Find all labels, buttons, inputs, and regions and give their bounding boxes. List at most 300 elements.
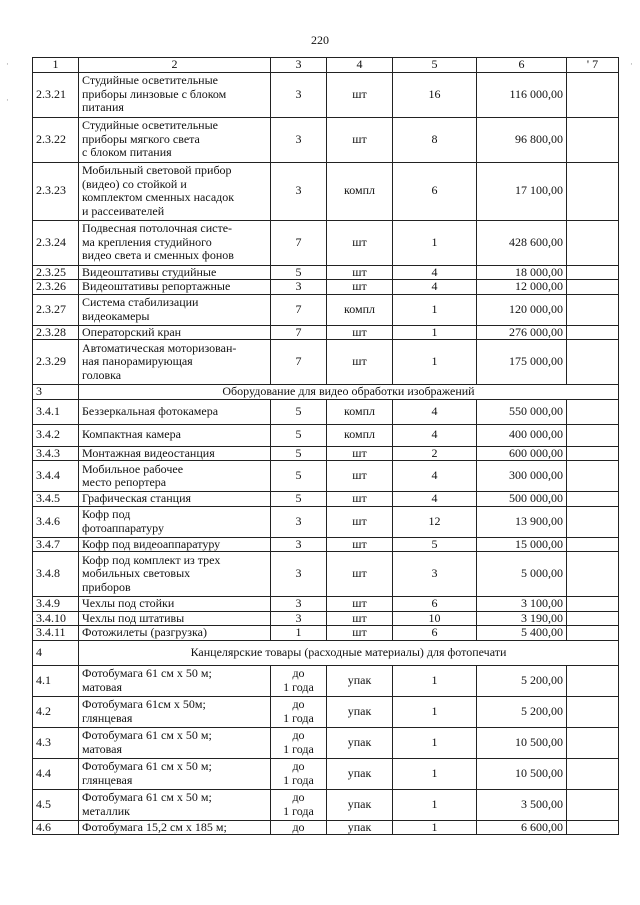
unit <box>327 626 393 641</box>
notes <box>567 325 619 340</box>
item-number <box>33 727 79 758</box>
quantity <box>393 72 477 117</box>
item-name-line: мобильных световых <box>82 566 191 581</box>
item-name-line: Фотожилеты (разгрузка) <box>82 625 207 639</box>
header-row <box>33 58 619 73</box>
item-name-line: матовая <box>82 741 122 756</box>
service-life-line: до <box>292 697 305 711</box>
table-row <box>33 626 619 641</box>
item-name <box>79 789 271 820</box>
item-name-line: Фотобумага 61 см х 50 м; <box>82 666 212 680</box>
unit <box>327 665 393 696</box>
notes <box>567 340 619 385</box>
service-life-line: 7 <box>295 325 302 339</box>
section-title-text: Канцелярские товары (расходные материалы) для фотопечати <box>190 644 507 659</box>
unit-text: упак <box>347 703 372 718</box>
item-number-text: 4.2 <box>36 703 51 718</box>
item-name-line: фотоаппаратуру <box>82 520 164 535</box>
section-title-text: Оборудование для видео обработки изображений <box>222 384 475 398</box>
item-name <box>79 611 271 626</box>
service-life-line: 1 <box>295 625 302 639</box>
quantity-text: 3 <box>431 566 438 581</box>
table-row <box>33 820 619 835</box>
page-number: 220 <box>311 33 329 47</box>
price-text: 12 000,00 <box>515 279 563 293</box>
item-number-text: 2.3.22 <box>36 131 66 146</box>
unit <box>327 117 393 162</box>
item-name <box>79 552 271 597</box>
price <box>477 162 567 220</box>
item-number-text: 3.4.7 <box>36 537 60 551</box>
item-number-text: 4.1 <box>36 672 51 687</box>
item-name-line: Система стабилизации <box>82 295 199 309</box>
table-row <box>33 758 619 789</box>
quantity <box>393 340 477 385</box>
service-life-line: 3 <box>295 183 302 198</box>
service-life-line: до <box>292 728 305 742</box>
item-number <box>33 117 79 162</box>
item-number-text: 3.4.9 <box>36 596 60 610</box>
quantity <box>393 294 477 325</box>
unit <box>327 611 393 626</box>
service-life <box>271 611 327 626</box>
service-life <box>271 820 327 835</box>
item-name-line: матовая <box>82 679 122 694</box>
service-life <box>271 626 327 641</box>
unit <box>327 399 393 424</box>
item-name-line: и рассеивателей <box>82 203 165 218</box>
section-title <box>79 640 619 665</box>
item-name <box>79 117 271 162</box>
price <box>477 537 567 552</box>
price-text: 120 000,00 <box>509 301 563 316</box>
item-number <box>33 72 79 117</box>
item-number-text: 4.3 <box>36 734 51 749</box>
price <box>477 626 567 641</box>
notes <box>567 72 619 117</box>
service-life <box>271 696 327 727</box>
item-name-line: Фотобумага 61см х 50м; <box>82 697 206 711</box>
item-number-text: 2.3.23 <box>36 183 66 198</box>
item-name <box>79 492 271 507</box>
item-number <box>33 492 79 507</box>
notes <box>567 820 619 835</box>
service-life <box>271 325 327 340</box>
item-number <box>33 611 79 626</box>
item-name-line: головка <box>82 367 122 382</box>
price-text: 175 000,00 <box>509 354 563 369</box>
service-life <box>271 72 327 117</box>
price-text: 3 500,00 <box>521 796 563 811</box>
item-number <box>33 220 79 265</box>
notes <box>567 537 619 552</box>
table-row <box>33 280 619 295</box>
equipment-table <box>32 57 619 835</box>
item-number-text: 4.4 <box>36 765 51 780</box>
item-number-text: 3.4.8 <box>36 566 60 581</box>
quantity <box>393 424 477 446</box>
scan-mark: · <box>630 60 633 70</box>
service-life-line: до <box>292 759 305 773</box>
service-life-line: до <box>292 666 305 680</box>
notes <box>567 399 619 424</box>
item-number <box>33 537 79 552</box>
price <box>477 340 567 385</box>
service-life-line: 3 <box>295 611 302 625</box>
unit-text: шт <box>352 537 367 551</box>
unit-text: шт <box>352 446 367 460</box>
unit <box>327 265 393 280</box>
price-text: 276 000,00 <box>509 325 563 339</box>
table-row <box>33 72 619 117</box>
table-row <box>33 220 619 265</box>
item-name-line: Операторский кран <box>82 325 182 339</box>
scan-mark: · <box>6 60 9 70</box>
table-row <box>33 117 619 162</box>
item-number-text: 2.3.21 <box>36 86 66 101</box>
price-text: 6 600,00 <box>521 820 563 834</box>
service-life-line: 7 <box>295 234 302 249</box>
table-row <box>33 727 619 758</box>
item-name-line: Фотобумага 61 см х 50 м; <box>82 759 212 773</box>
service-life-line: 5 <box>295 427 302 442</box>
quantity <box>393 461 477 492</box>
item-number-text: 2.3.28 <box>36 325 66 339</box>
unit-text: шт <box>352 131 367 146</box>
unit-text: шт <box>352 279 367 293</box>
service-life <box>271 506 327 537</box>
price-text: 5 000,00 <box>521 566 563 581</box>
quantity-text: 4 <box>431 491 438 505</box>
item-name <box>79 665 271 696</box>
table-row <box>33 446 619 461</box>
service-life-line: 5 <box>295 403 302 418</box>
service-life-line: 1 года <box>283 710 314 725</box>
price-text: 300 000,00 <box>509 468 563 483</box>
service-life-line: до <box>292 820 305 834</box>
item-name-line: (видео) со стойкой и <box>82 176 187 191</box>
price <box>477 727 567 758</box>
price <box>477 552 567 597</box>
unit-text: шт <box>352 596 367 610</box>
service-life-line: 5 <box>295 468 302 483</box>
service-life-line: 1 года <box>283 741 314 756</box>
notes <box>567 294 619 325</box>
quantity <box>393 696 477 727</box>
table-row <box>33 665 619 696</box>
quantity-text: 4 <box>431 403 438 418</box>
unit <box>327 492 393 507</box>
item-name <box>79 506 271 537</box>
unit <box>327 325 393 340</box>
unit-text: шт <box>352 611 367 625</box>
service-life <box>271 220 327 265</box>
unit-text: компл <box>344 301 375 316</box>
section-number <box>33 385 79 400</box>
unit-text: шт <box>352 325 367 339</box>
item-name <box>79 696 271 727</box>
service-life <box>271 597 327 612</box>
item-number <box>33 265 79 280</box>
notes <box>567 665 619 696</box>
item-name <box>79 220 271 265</box>
section-number-text: 4 <box>36 644 42 659</box>
item-name-line: Автоматическая моторизован- <box>82 340 237 355</box>
section-title <box>79 385 619 400</box>
service-life <box>271 340 327 385</box>
item-name-line: Чехлы под стойки <box>82 596 175 610</box>
item-name-line: Видеоштативы репортажные <box>82 279 231 293</box>
notes <box>567 758 619 789</box>
table-row <box>33 552 619 597</box>
item-number <box>33 399 79 424</box>
notes <box>567 492 619 507</box>
price <box>477 280 567 295</box>
notes <box>567 424 619 446</box>
unit <box>327 789 393 820</box>
quantity-text: 4 <box>431 279 438 293</box>
item-name <box>79 446 271 461</box>
unit <box>327 280 393 295</box>
notes <box>567 696 619 727</box>
unit <box>327 424 393 446</box>
section-number-text: 3 <box>36 384 42 398</box>
service-life-line: 3 <box>295 131 302 146</box>
quantity-text: 1 <box>431 820 438 834</box>
item-name <box>79 325 271 340</box>
quantity-text: 1 <box>431 672 438 687</box>
item-name-line: Фотобумага 61 см х 50 м; <box>82 790 212 804</box>
quantity <box>393 611 477 626</box>
item-number <box>33 506 79 537</box>
item-name-line: Подвесная потолочная систе- <box>82 221 233 236</box>
item-number-text: 3.4.10 <box>36 611 66 625</box>
price-text: 10 500,00 <box>515 765 563 780</box>
item-name-line: приборы линзовые с блоком <box>82 86 227 101</box>
table-row <box>33 506 619 537</box>
price <box>477 597 567 612</box>
price-text: 500 000,00 <box>509 491 563 505</box>
item-name-line: Кофр под видеоаппаратуру <box>82 537 221 551</box>
scan-mark: · <box>6 96 9 106</box>
item-name <box>79 424 271 446</box>
service-life-line: 1 года <box>283 803 314 818</box>
price <box>477 294 567 325</box>
table-row <box>33 611 619 626</box>
item-name-line: глянцевая <box>82 772 133 787</box>
service-life <box>271 492 327 507</box>
unit-text: шт <box>352 513 367 528</box>
item-number-text: 3.4.6 <box>36 513 60 528</box>
section-row <box>33 640 619 665</box>
item-number <box>33 461 79 492</box>
price <box>477 117 567 162</box>
unit-text: шт <box>352 265 367 279</box>
quantity-text: 6 <box>431 596 438 610</box>
item-number-text: 4.6 <box>36 820 51 834</box>
item-name-line: Студийные осветительные <box>82 118 218 133</box>
quantity-text: 2 <box>431 446 438 460</box>
price <box>477 72 567 117</box>
item-number <box>33 325 79 340</box>
service-life <box>271 424 327 446</box>
service-life <box>271 446 327 461</box>
quantity <box>393 399 477 424</box>
item-name-line: Компактная камера <box>82 427 181 442</box>
notes <box>567 461 619 492</box>
item-name-line: Графическая станция <box>82 491 192 505</box>
quantity-text: 4 <box>431 468 438 483</box>
item-number-text: 3.4.11 <box>36 625 66 639</box>
item-name-line: Чехлы под штативы <box>82 611 185 625</box>
item-name-line: Видеоштативы студийные <box>82 265 217 279</box>
price-text: 96 800,00 <box>515 131 563 146</box>
unit-text: компл <box>344 183 375 198</box>
notes <box>567 265 619 280</box>
item-name <box>79 294 271 325</box>
item-number-text: 2.3.24 <box>36 234 66 249</box>
notes <box>567 506 619 537</box>
header-cell: 2 <box>79 58 271 73</box>
service-life <box>271 461 327 492</box>
quantity <box>393 665 477 696</box>
quantity-text: 1 <box>431 765 438 780</box>
item-name <box>79 162 271 220</box>
table-row <box>33 537 619 552</box>
item-name <box>79 340 271 385</box>
table-row <box>33 424 619 446</box>
item-number-text: 4.5 <box>36 796 51 811</box>
service-life <box>271 265 327 280</box>
price <box>477 820 567 835</box>
header-cell: 5 <box>393 58 477 73</box>
table-row <box>33 492 619 507</box>
service-life <box>271 537 327 552</box>
item-name <box>79 537 271 552</box>
quantity <box>393 626 477 641</box>
quantity-text: 6 <box>431 183 438 198</box>
quantity-text: 1 <box>431 301 438 316</box>
quantity-text: 6 <box>431 625 438 639</box>
section-number <box>33 640 79 665</box>
price-text: 3 100,00 <box>521 596 563 610</box>
price <box>477 220 567 265</box>
quantity <box>393 820 477 835</box>
item-name-line: Монтажная видеостанция <box>82 446 215 460</box>
item-number <box>33 294 79 325</box>
header-cell: 4 <box>327 58 393 73</box>
item-name <box>79 72 271 117</box>
unit-text: шт <box>352 468 367 483</box>
quantity-text: 4 <box>431 265 438 279</box>
table-row <box>33 265 619 280</box>
quantity <box>393 758 477 789</box>
price-text: 116 000,00 <box>509 86 563 101</box>
item-number <box>33 665 79 696</box>
price-text: 13 900,00 <box>515 513 563 528</box>
item-number-text: 3.4.4 <box>36 468 60 483</box>
service-life-line: 5 <box>295 491 302 505</box>
service-life <box>271 789 327 820</box>
item-number-text: 3.4.5 <box>36 491 60 505</box>
header-cell: 3 <box>271 58 327 73</box>
item-name-line: Мобильное рабочее <box>82 461 184 476</box>
item-name <box>79 399 271 424</box>
service-life <box>271 280 327 295</box>
service-life <box>271 117 327 162</box>
item-name-line: Кофр под комплект из трех <box>82 552 221 567</box>
quantity-text: 1 <box>431 734 438 749</box>
quantity-text: 16 <box>428 86 441 101</box>
service-life-line: 5 <box>295 265 302 279</box>
item-number-text: 2.3.26 <box>36 279 66 293</box>
table-row <box>33 789 619 820</box>
quantity <box>393 727 477 758</box>
item-name-line: глянцевая <box>82 710 133 725</box>
service-life-line: 5 <box>295 446 302 460</box>
notes <box>567 552 619 597</box>
service-life-line: до <box>292 790 305 804</box>
unit <box>327 162 393 220</box>
item-name <box>79 265 271 280</box>
price-text: 17 100,00 <box>515 183 563 198</box>
price-text: 5 200,00 <box>521 672 563 687</box>
item-number-text: 2.3.25 <box>36 265 66 279</box>
unit <box>327 552 393 597</box>
quantity-text: 8 <box>431 131 438 146</box>
unit-text: шт <box>352 566 367 581</box>
price <box>477 758 567 789</box>
unit <box>327 446 393 461</box>
unit <box>327 506 393 537</box>
item-name-line: с блоком питания <box>82 145 172 160</box>
quantity <box>393 537 477 552</box>
item-number <box>33 758 79 789</box>
section-row <box>33 385 619 400</box>
unit-text: шт <box>352 354 367 369</box>
item-number <box>33 280 79 295</box>
price <box>477 789 567 820</box>
price <box>477 424 567 446</box>
price-text: 3 190,00 <box>521 611 563 625</box>
item-name <box>79 727 271 758</box>
service-life <box>271 665 327 696</box>
price-text: 550 000,00 <box>509 403 563 418</box>
unit <box>327 220 393 265</box>
item-number <box>33 424 79 446</box>
item-name-line: видеокамеры <box>82 308 150 323</box>
price <box>477 696 567 727</box>
price <box>477 325 567 340</box>
unit-text: шт <box>352 234 367 249</box>
unit <box>327 537 393 552</box>
notes <box>567 280 619 295</box>
unit <box>327 340 393 385</box>
unit <box>327 820 393 835</box>
price <box>477 492 567 507</box>
table-row <box>33 461 619 492</box>
item-name-line: Беззеркальная фотокамера <box>82 403 219 418</box>
notes <box>567 611 619 626</box>
notes <box>567 789 619 820</box>
header-cell: 1 <box>33 58 79 73</box>
item-name-line: комплектом сменных насадок <box>82 190 235 204</box>
item-name <box>79 758 271 789</box>
unit <box>327 461 393 492</box>
notes <box>567 727 619 758</box>
quantity <box>393 280 477 295</box>
quantity <box>393 492 477 507</box>
